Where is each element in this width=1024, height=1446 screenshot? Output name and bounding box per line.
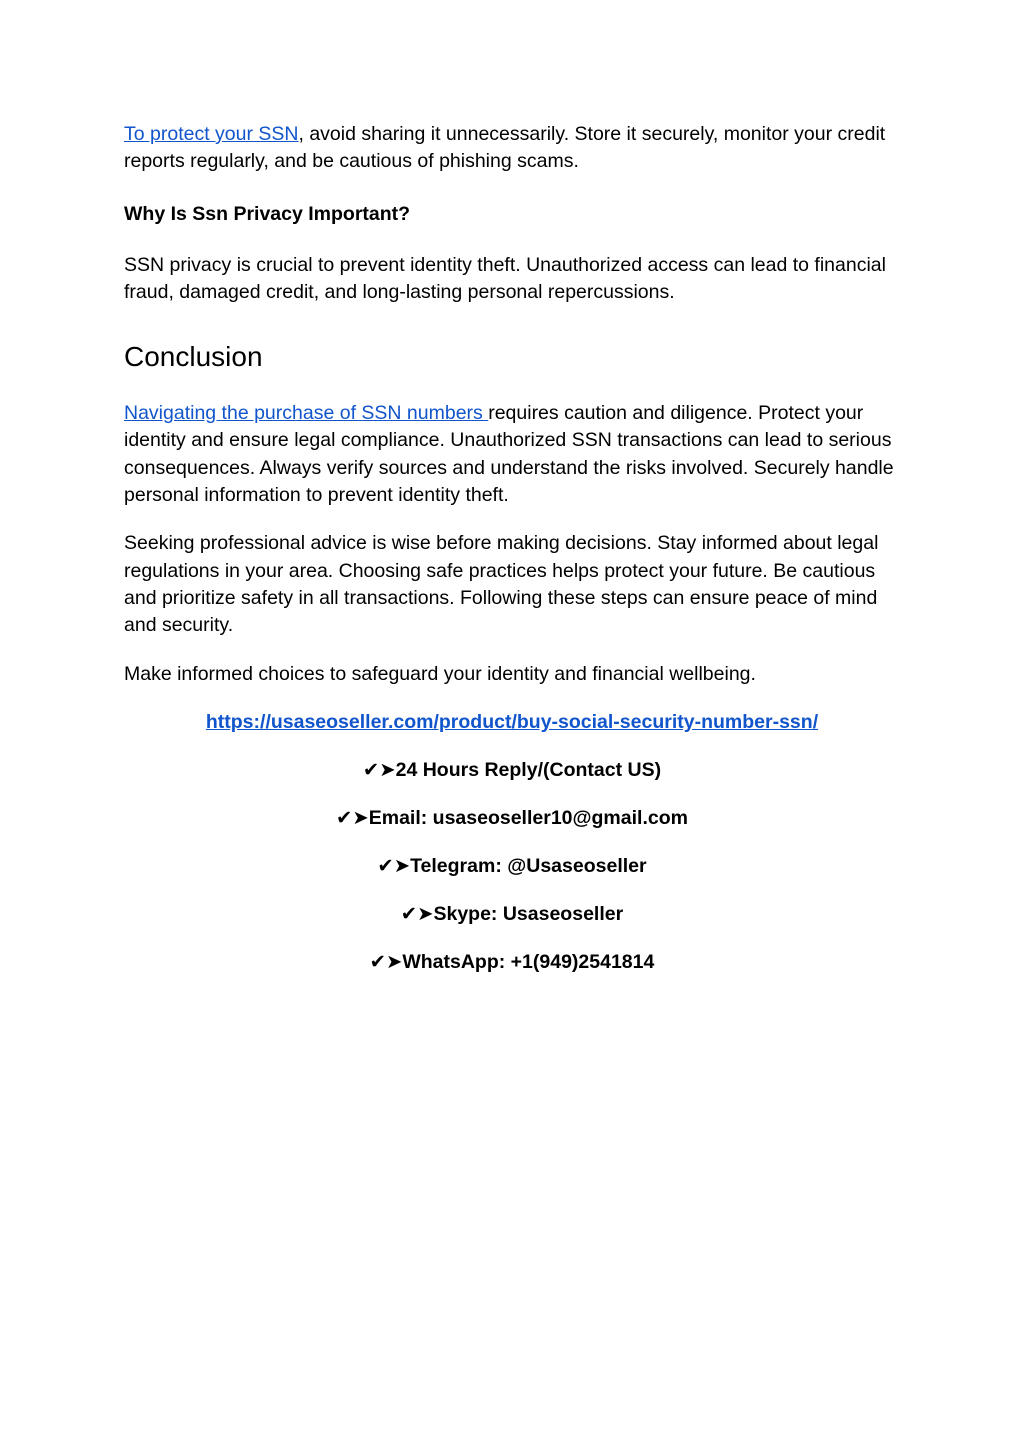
check-arrow-icon: ✔➤	[336, 807, 369, 830]
contact-line-telegram	[124, 853, 900, 880]
intro-paragraph	[124, 121, 900, 176]
conclusion-paragraph-3: Make informed choices to safeguard your identity and financial wellbeing.	[124, 662, 756, 685]
contact-telegram-text: Telegram: @Usaseoseller	[410, 855, 647, 878]
contact-skype-text: Skype: Usaseoseller	[433, 903, 624, 926]
contact-line-skype	[124, 901, 900, 928]
check-arrow-icon: ✔➤	[377, 855, 411, 878]
conclusion-paragraph-1-text: requires caution and diligence. Protect your identity and ensure legal compliance. Unauthorized SSN transactions can lead to serious consequences. Always verify sources and understand the risks involved. Securely handle personal information to prevent identity theft.	[124, 402, 894, 507]
contact-line-email	[124, 805, 900, 832]
contact-reply-text: 24 Hours Reply/(Contact US)	[395, 759, 662, 782]
conclusion-paragraph-1	[124, 400, 900, 509]
contact-line-reply	[124, 757, 900, 784]
privacy-paragraph: SSN privacy is crucial to prevent identity theft. Unauthorized access can lead to financial fraud, damaged credit, and long-lasting personal repercussions.	[124, 253, 886, 303]
navigating-purchase-link[interactable]: Navigating the purchase of SSN numbers	[124, 402, 489, 425]
conclusion-heading: Conclusion	[124, 341, 263, 373]
contact-email-text[interactable]: Email: usaseoseller10@gmail.com	[368, 807, 688, 830]
intro-text: , avoid sharing it unnecessarily. Store it securely, monitor your credit reports regularly, and be cautious of phishing scams.	[124, 123, 886, 173]
protect-ssn-link[interactable]: To protect your SSN	[124, 123, 299, 145]
check-arrow-icon: ✔➤	[362, 759, 396, 782]
conclusion-paragraph-2: Seeking professional advice is wise before making decisions. Stay informed about legal regulations in your area. Choosing safe practices helps protect your future. Be cautious and prioritize safety in all transactions. Following these steps can ensure peace of mind and security.	[124, 532, 879, 637]
check-arrow-icon: ✔➤	[369, 951, 403, 974]
product-url-line	[124, 709, 900, 736]
check-arrow-icon: ✔➤	[400, 903, 434, 926]
contact-line-whatsapp	[124, 949, 900, 976]
privacy-heading: Why Is Ssn Privacy Important?	[124, 202, 411, 225]
product-url-link[interactable]: https://usaseoseller.com/product/buy-social-security-number-ssn/	[205, 710, 819, 733]
contact-whatsapp-text: WhatsApp: +1(949)2541814	[402, 951, 655, 974]
